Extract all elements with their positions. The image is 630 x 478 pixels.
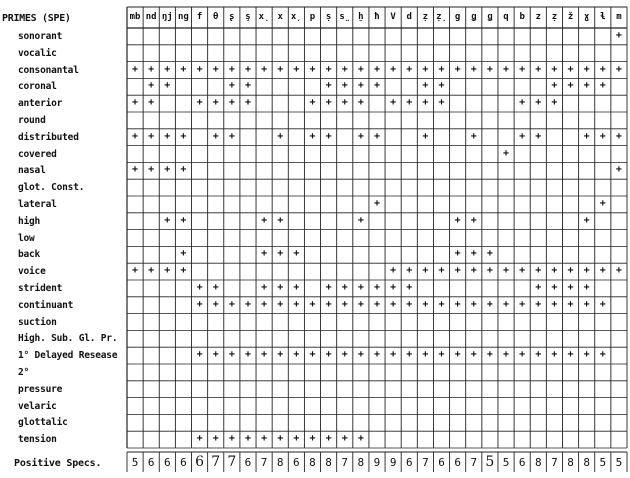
plus-mark: + (309, 298, 316, 310)
plus-mark: + (583, 349, 590, 361)
plus-mark: + (422, 130, 429, 142)
plus-mark: + (615, 63, 622, 75)
plus-mark: + (341, 63, 348, 75)
segment-header: z (535, 12, 541, 22)
segment-header: ž (567, 12, 574, 22)
positive-count: 6 (405, 456, 413, 469)
feature-label: continuant (18, 299, 74, 311)
plus-mark: + (373, 198, 380, 209)
plus-mark: + (470, 349, 477, 361)
plus-mark: + (325, 282, 332, 293)
plus-mark: + (164, 63, 171, 75)
plus-mark: + (567, 298, 574, 310)
plus-mark: + (261, 298, 268, 310)
positive-count: 7 (260, 456, 268, 469)
positive-count: 6 (164, 456, 171, 469)
plus-mark: + (535, 130, 542, 142)
segment-header: V (390, 12, 396, 22)
plus-mark: + (390, 97, 397, 109)
plus-mark: + (325, 97, 332, 109)
plus-mark: + (406, 282, 413, 293)
segment-header: θ (212, 12, 219, 22)
plus-mark: + (196, 349, 203, 361)
feature-label: lateral (18, 199, 57, 210)
segment-header: ŋj (161, 12, 173, 22)
plus-mark: + (244, 433, 251, 445)
segment-header: ẓ̣ (436, 12, 447, 22)
plus-mark: + (341, 80, 348, 92)
positive-count: 5 (485, 454, 495, 470)
plus-mark: + (373, 63, 380, 75)
plus-mark: + (373, 80, 380, 92)
plus-mark: + (486, 248, 493, 260)
plus-mark: + (373, 282, 380, 293)
plus-mark: + (261, 248, 268, 260)
plus-mark: + (503, 265, 510, 277)
plus-mark: + (454, 63, 461, 75)
plus-mark: + (212, 298, 219, 310)
positive-count: 6 (244, 456, 252, 469)
plus-mark: + (293, 282, 300, 293)
plus-mark: + (341, 349, 348, 361)
plus-mark: + (164, 130, 171, 142)
positive-count: 5 (131, 456, 139, 469)
plus-mark: + (551, 97, 558, 109)
plus-mark: + (244, 349, 251, 361)
plus-mark: + (180, 248, 187, 260)
plus-mark: + (196, 298, 203, 310)
plus-mark: + (422, 265, 429, 277)
plus-mark: + (244, 63, 251, 75)
plus-mark: + (196, 97, 203, 109)
positive-count: 6 (518, 456, 526, 469)
plus-mark: + (503, 147, 510, 159)
plus-mark: + (535, 63, 542, 75)
plus-mark: + (341, 298, 348, 310)
plus-mark: + (277, 282, 284, 293)
plus-mark: + (277, 214, 284, 226)
plus-mark: + (261, 349, 268, 361)
plus-mark: + (599, 298, 606, 310)
plus-mark: + (341, 282, 348, 293)
plus-mark: + (293, 433, 300, 445)
plus-mark: + (325, 130, 332, 142)
positive-count: 8 (309, 456, 316, 469)
feature-label: suction (18, 316, 57, 328)
plus-mark: + (535, 265, 542, 277)
feature-label: 2° (18, 367, 30, 378)
plus-mark: + (180, 265, 187, 277)
positive-count: 8 (276, 456, 284, 469)
plus-mark: + (325, 298, 332, 310)
plus-mark: + (293, 248, 300, 260)
feature-label: glot. Const. (18, 182, 85, 194)
plus-mark: + (132, 164, 139, 176)
plus-mark: + (438, 80, 445, 92)
feature-label: pressure (18, 383, 63, 395)
plus-mark: + (357, 282, 364, 293)
positive-count: 8 (325, 456, 332, 469)
segment-header: m (616, 12, 622, 22)
feature-label: anterior (18, 98, 63, 110)
feature-label: sonorant (18, 31, 63, 42)
plus-mark: + (519, 97, 526, 109)
positive-count: 9 (373, 456, 381, 469)
plus-mark: + (438, 298, 445, 310)
plus-mark: + (244, 298, 251, 310)
plus-mark: + (503, 63, 510, 75)
positive-count: 7 (211, 454, 221, 470)
plus-mark: + (583, 130, 590, 142)
feature-label: voice (18, 266, 46, 278)
plus-mark: + (567, 282, 574, 293)
feature-label: vocalic (18, 47, 57, 59)
plus-mark: + (535, 298, 542, 310)
positive-count: 6 (454, 456, 461, 469)
plus-mark: + (148, 164, 155, 176)
plus-mark: + (212, 130, 219, 142)
plus-mark: + (277, 130, 284, 142)
plus-mark: + (438, 97, 445, 109)
plus-mark: + (261, 63, 268, 75)
plus-mark: + (148, 63, 155, 75)
plus-mark: + (486, 349, 493, 361)
plus-mark: + (357, 349, 364, 361)
plus-mark: + (406, 349, 413, 361)
positive-count: 7 (341, 456, 349, 469)
feature-label: High. Sub. Gl. Pr. (18, 333, 118, 345)
plus-mark: + (551, 63, 558, 75)
plus-mark: + (293, 349, 300, 361)
plus-mark: + (373, 298, 380, 310)
plus-mark: + (599, 349, 606, 361)
plus-mark: + (228, 349, 235, 361)
positive-count: 7 (470, 456, 478, 469)
segment-header: ẓ (551, 12, 558, 22)
plus-mark: + (148, 80, 155, 92)
segment-header: x̦ (290, 12, 302, 22)
feature-label: high (18, 215, 41, 227)
plus-mark: + (438, 63, 445, 75)
plus-mark: + (228, 130, 235, 142)
plus-mark: + (422, 298, 429, 310)
plus-mark: + (503, 349, 510, 361)
plus-mark: + (164, 265, 171, 277)
plus-mark: + (132, 97, 139, 109)
positive-count: 6 (147, 456, 155, 469)
plus-mark: + (148, 265, 155, 277)
segment-header: d (406, 12, 412, 22)
positive-count: 7 (227, 454, 237, 470)
plus-mark: + (357, 433, 364, 445)
plus-mark: + (341, 97, 348, 109)
plus-mark: + (261, 433, 268, 445)
plus-mark: + (196, 282, 203, 293)
plus-mark: + (551, 349, 558, 361)
plus-mark: + (373, 130, 380, 142)
positive-count: 5 (502, 456, 510, 469)
plus-mark: + (180, 214, 187, 226)
positive-count: 8 (567, 456, 574, 469)
plus-mark: + (357, 298, 364, 310)
plus-mark: + (277, 349, 284, 361)
plus-mark: + (390, 349, 397, 361)
positive-count: 8 (534, 456, 542, 469)
plus-mark: + (357, 63, 364, 75)
plus-mark: + (615, 30, 622, 41)
plus-mark: + (244, 97, 251, 109)
segment-header: q (503, 12, 509, 22)
plus-mark: + (438, 265, 445, 277)
feature-label: distributed (18, 131, 79, 143)
plus-mark: + (244, 80, 251, 92)
segment-header: s̤ (339, 12, 351, 22)
plus-mark: + (406, 97, 413, 109)
plus-mark: + (132, 63, 139, 75)
segment-header: ng (178, 12, 189, 22)
plus-mark: + (615, 164, 622, 176)
segment-header: b (519, 12, 525, 22)
plus-mark: + (277, 433, 284, 445)
plus-mark: + (486, 63, 493, 75)
segment-header: ǥ (471, 12, 477, 22)
segment-header: x̣ (258, 12, 270, 22)
plus-mark: + (583, 282, 590, 293)
plus-mark: + (309, 349, 316, 361)
positive-count: 6 (438, 456, 445, 469)
plus-mark: + (615, 130, 622, 142)
plus-mark: + (228, 80, 235, 92)
positive-count: 6 (195, 454, 205, 470)
feature-label: glottalic (18, 417, 68, 429)
plus-mark: + (212, 97, 219, 109)
plus-mark: + (293, 63, 300, 75)
plus-mark: + (228, 97, 235, 109)
plus-mark: + (551, 80, 558, 92)
plus-mark: + (470, 265, 477, 277)
plus-mark: + (519, 265, 526, 277)
plus-mark: + (551, 298, 558, 310)
plus-mark: + (357, 80, 364, 92)
plus-mark: + (180, 130, 187, 142)
plus-mark: + (486, 298, 493, 310)
plus-mark: + (470, 130, 477, 142)
plus-mark: + (599, 63, 606, 75)
plus-mark: + (599, 80, 606, 92)
plus-mark: + (325, 63, 332, 75)
plus-mark: + (277, 248, 284, 260)
plus-mark: + (599, 265, 606, 277)
plus-mark: + (228, 63, 235, 75)
plus-mark: + (277, 63, 284, 75)
chart-title: PRIMES (SPE) (2, 13, 71, 24)
plus-mark: + (390, 265, 397, 277)
plus-mark: + (357, 214, 364, 226)
feature-label: consonantal (18, 64, 79, 76)
plus-mark: + (212, 349, 219, 361)
feature-label: tension (18, 434, 57, 446)
positive-specs-label: Positive Specs. (14, 458, 102, 469)
plus-mark: + (325, 80, 332, 92)
plus-mark: + (470, 63, 477, 75)
feature-label: back (18, 249, 41, 261)
plus-mark: + (212, 433, 219, 445)
plus-mark: + (583, 298, 590, 310)
segment-header: ʂ (229, 12, 235, 22)
plus-mark: + (406, 298, 413, 310)
plus-mark: + (164, 214, 171, 226)
segment-header: ǥ (487, 12, 493, 22)
segment-header: ɬ (600, 12, 606, 22)
plus-mark: + (309, 433, 316, 445)
plus-mark: + (261, 282, 268, 293)
plus-mark: + (357, 97, 364, 109)
plus-mark: + (454, 349, 461, 361)
feature-label: velaric (18, 400, 57, 412)
segment-header: g (454, 12, 461, 22)
plus-mark: + (309, 130, 316, 142)
feature-label: low (18, 232, 35, 244)
plus-mark: + (470, 298, 477, 310)
segment-header: f (196, 12, 203, 22)
plus-mark: + (422, 80, 429, 92)
plus-mark: + (470, 214, 477, 226)
plus-mark: + (535, 97, 542, 109)
plus-mark: + (503, 298, 510, 310)
segment-header: p (309, 12, 316, 22)
positive-count: 9 (389, 456, 397, 469)
plus-mark: + (470, 248, 477, 260)
plus-mark: + (454, 298, 461, 310)
plus-mark: + (325, 433, 332, 445)
positive-count: 7 (551, 456, 558, 469)
plus-mark: + (309, 63, 316, 75)
positive-count: 7 (422, 456, 429, 469)
segment-header: ħ (374, 12, 380, 22)
plus-mark: + (567, 265, 574, 277)
feature-label: 1° Delayed Resease (18, 350, 118, 362)
plus-mark: + (309, 97, 316, 109)
positive-count: 5 (599, 456, 607, 469)
plus-mark: + (583, 63, 590, 75)
segment-header: ṣ (325, 12, 332, 22)
positive-count: 8 (583, 456, 590, 469)
plus-mark: + (180, 164, 187, 176)
plus-mark: + (551, 282, 558, 293)
plus-mark: + (583, 214, 590, 226)
feature-label: covered (18, 148, 57, 160)
plus-mark: + (196, 63, 203, 75)
segment-header: ḫ (358, 12, 364, 22)
plus-mark: + (277, 298, 284, 310)
segment-header: ẓ (422, 12, 429, 22)
plus-mark: + (454, 248, 461, 260)
plus-mark: + (148, 97, 155, 109)
plus-mark: + (132, 265, 139, 277)
plus-mark: + (535, 349, 542, 361)
plus-mark: + (390, 282, 397, 293)
plus-mark: + (567, 63, 574, 75)
plus-mark: + (406, 63, 413, 75)
positive-count: 6 (293, 456, 300, 469)
feature-label: nasal (18, 165, 46, 177)
plus-mark: + (422, 349, 429, 361)
plus-mark: + (615, 265, 622, 277)
segment-header: nd (145, 12, 157, 22)
feature-label: coronal (18, 81, 57, 93)
plus-mark: + (390, 298, 397, 310)
plus-mark: + (519, 349, 526, 361)
plus-mark: + (325, 349, 332, 361)
plus-mark: + (583, 265, 590, 277)
plus-mark: + (519, 298, 526, 310)
plus-mark: + (551, 265, 558, 277)
plus-mark: + (132, 130, 139, 142)
plus-mark: + (567, 80, 574, 92)
plus-mark: + (293, 298, 300, 310)
plus-mark: + (164, 80, 171, 92)
plus-mark: + (599, 198, 606, 209)
plus-mark: + (228, 298, 235, 310)
segment-header: x (277, 12, 283, 22)
plus-mark: + (599, 130, 606, 142)
plus-mark: + (406, 265, 413, 277)
plus-mark: + (422, 63, 429, 75)
plus-mark: + (357, 130, 364, 142)
feature-label: strident (18, 283, 63, 294)
segment-header: mb (129, 12, 141, 22)
plus-mark: + (535, 282, 542, 293)
plus-mark: + (373, 349, 380, 361)
positive-count: 5 (615, 456, 623, 469)
plus-mark: + (148, 130, 155, 142)
plus-mark: + (438, 349, 445, 361)
plus-mark: + (454, 265, 461, 277)
plus-mark: + (164, 164, 171, 176)
plus-mark: + (228, 433, 235, 445)
positive-count: 6 (180, 456, 187, 469)
plus-mark: + (486, 265, 493, 277)
plus-mark: + (212, 282, 219, 293)
plus-mark: + (212, 63, 219, 75)
plus-mark: + (261, 214, 268, 226)
plus-mark: + (390, 63, 397, 75)
plus-mark: + (341, 433, 348, 445)
plus-mark: + (583, 80, 590, 92)
plus-mark: + (567, 349, 574, 361)
plus-mark: + (422, 97, 429, 109)
plus-mark: + (196, 433, 203, 445)
segment-header: ş (245, 12, 251, 22)
positive-count: 8 (357, 456, 365, 469)
plus-mark: + (519, 63, 526, 75)
segment-header: ɣ (583, 12, 590, 22)
plus-mark: + (454, 214, 461, 226)
plus-mark: + (519, 130, 526, 142)
plus-mark: + (180, 63, 187, 75)
feature-label: round (18, 115, 46, 126)
